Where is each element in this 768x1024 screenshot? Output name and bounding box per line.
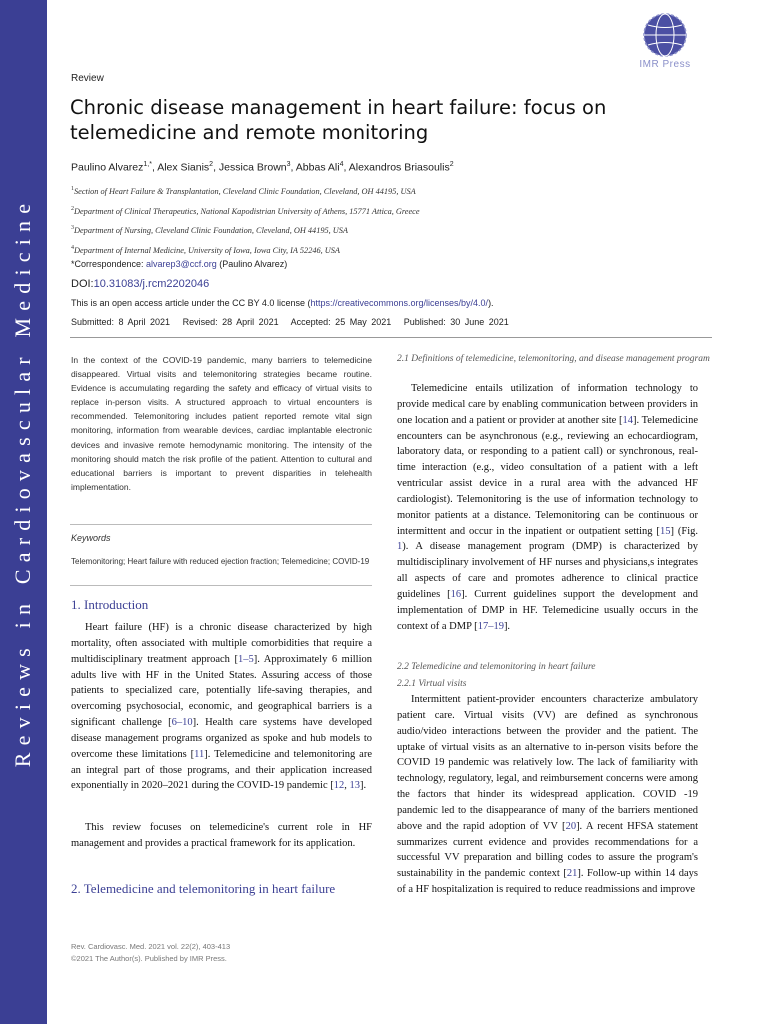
author[interactable]: Abbas Ali: [295, 161, 340, 174]
affiliation-number: 2: [71, 205, 74, 212]
keywords-divider-bottom: [70, 585, 372, 586]
license-text: This is an open access article under the CC BY 4.0 license (: [71, 298, 311, 308]
citation-link[interactable]: 6–10: [171, 717, 193, 729]
citation-link[interactable]: 21: [566, 868, 578, 880]
citation-link[interactable]: 11: [194, 748, 205, 760]
author-affiliation-mark: 3: [286, 161, 291, 168]
text-run: ].: [360, 780, 367, 792]
text-run: ]. Current guidelines support the development and implementation of DMP in HF. Telemedicine usually occurs in the context of a DMP [: [397, 588, 698, 632]
affiliation-text: Department of Nursing, Cleveland Clinic Foundation, Cleveland, OH 44195, USA: [74, 225, 348, 235]
text-run: ].: [503, 620, 511, 632]
citation-link[interactable]: 16: [450, 588, 462, 600]
text-run: ). A disease management program (DMP) is characterized by multidisciplinary involvement of HF nurses and physicians,s integrates all aspects of care and promotes adherence to clinical practice guidelines [: [397, 541, 698, 600]
article-type: Review: [71, 73, 104, 84]
license-text-end: ).: [488, 298, 494, 308]
keywords-heading: Keywords: [71, 533, 111, 543]
citation-link[interactable]: 12: [333, 780, 345, 792]
affiliation-number: 1: [71, 186, 74, 192]
correspondence: [71, 259, 287, 269]
affiliation: [71, 225, 711, 245]
footer-citation: Rev. Cardiovasc. Med. 2021 vol. 22(2), 403-413: [71, 942, 231, 951]
author-affiliation-mark: 2: [449, 161, 454, 168]
publication-dates: [71, 317, 517, 327]
introduction-paragraph-2: This review focuses on telemedicine's current role in HF management and provides a practical framework for its application.: [71, 822, 372, 849]
citation-link[interactable]: 14: [622, 414, 633, 426]
section-2-1-paragraph: [397, 381, 698, 635]
author-affiliation-mark: 4: [339, 161, 344, 168]
citation-link[interactable]: 20: [565, 820, 577, 832]
introduction-paragraph-1: [71, 620, 372, 794]
section-heading-telemedicine: 2. Telemedicine and telemonitoring in heart failure: [71, 881, 336, 896]
date-submitted: Submitted: 8 April 2021: [71, 317, 171, 327]
text-run: Intermittent patient-provider encounters characterize ambulatory patient care. Virtual visits (VV) are defined as synchronous audio/video interactions between the provider and the patient. The uptake of virtual visits as an alternative to in-person visits before the COVID 19 pandemic was relatively low. The lack of familiarity with technology, regulatory, legal, and reimbursement concerns were among the factors that hinder its widespread application. COVID -19 pandemic led to the disappearance of many of the barriers mentioned above and the rapid adoption of VV [: [397, 694, 698, 832]
figure-link[interactable]: 1: [397, 541, 403, 553]
correspondence-name: (Paulino Alvarez): [216, 259, 288, 269]
text-run: ]. Approximately 6 million adults live with HF in the United States. Assuring access of those patients to specialized care, potentially life-saving therapies, and overcoming psychosocial, economic, and geographical barriers is a significant challenge [: [71, 653, 372, 729]
imr-press-globe-icon: [642, 12, 688, 58]
doi-label: DOI:: [71, 278, 94, 290]
author-list: Paulino Alvarez$^{1,*}$, Alex Sianis$^2$, Jessica Brown$^3$, Abbas Ali$^4$, Alexandros Briasoulis$^2$: [71, 161, 454, 174]
header-divider: [70, 337, 712, 338]
affiliation-list: [71, 186, 711, 264]
date-revised: Revised: 28 April 2021: [182, 317, 279, 327]
affiliation: [71, 186, 711, 206]
footer-copyright: ©2021 The Author(s). Published by IMR Press.: [71, 953, 227, 963]
affiliation-number: 4: [71, 244, 74, 251]
journal-side-band: [0, 0, 47, 1024]
page-footer: [71, 941, 230, 964]
affiliation-number: 3: [71, 225, 74, 231]
author[interactable]: Alexandros Briasoulis: [348, 161, 450, 174]
publisher-name: IMR Press: [639, 59, 691, 70]
author-affiliation-mark: 1,*: [143, 161, 152, 168]
text-run: ]. Follow-up within 14 days of a HF hospitalization is required to reduce readmissions and improve: [397, 868, 698, 896]
text-run: ]. A recent HFSA statement summarizes current evidence and provides recommendations for a successful VV preparation and billing codes to assure the program's sustainability in the pandemic context [: [397, 820, 698, 880]
article-title: Chronic disease management in heart failure: focus on telemedicine and remote monitoring: [70, 96, 607, 144]
doi: [71, 278, 209, 290]
doi-link[interactable]: 10.31083/j.rcm2202046: [93, 278, 210, 290]
author[interactable]: Jessica Brown: [218, 161, 287, 174]
citation-link[interactable]: 17–19: [477, 620, 504, 632]
citation-link[interactable]: 13: [349, 780, 360, 792]
citation-link[interactable]: 15: [659, 525, 671, 537]
correspondence-label: *Correspondence:: [71, 259, 147, 269]
text-run: ] (Fig.: [670, 525, 699, 537]
keywords-divider-top: [70, 524, 372, 525]
keywords-list: Telemonitoring; Heart failure with reduced ejection fraction; Telemedicine; COVID-19: [71, 557, 370, 566]
license-statement: [71, 298, 494, 308]
abstract: In the context of the COVID-19 pandemic, many barriers to telemedicine disappeared. Virtual visits and telemonitoring strategies became routine. Evidence is accumulating regarding the safety and efficacy of virtual visits to replace in-person visits. A structured approach to virtual encounters is recommended. Telemonitoring includes patient reported remote vital sign monitoring, information from wearable devices, cardiac implantable electronic devices and invasive remote hemodynamic monitoring. The intensity of the monitoring should match the risk profile of the patient. Attention to cultural and educational barriers is important to prevent disparities in telehealth implementation.: [71, 355, 372, 492]
subsection-heading-2-2: 2.2 Telemedicine and telemonitoring in heart failure: [397, 662, 596, 672]
date-published: Published: 30 June 2021: [403, 317, 509, 327]
citation-link[interactable]: 1–5: [237, 653, 254, 665]
text-run: ]. Telemedicine and telemonitoring are an integral part of those programs, and their application increased exponentially in 2020–2021 during the COVID-19 pandemic [: [71, 748, 372, 792]
license-link[interactable]: https://creativecommons.org/licenses/by/4.0/: [310, 298, 489, 308]
text-run: Telemedicine entails utilization of information technology to provide medical care by enabling communication between providers in one location and a patient or provider at another site [: [397, 383, 698, 426]
affiliation-text: Department of Internal Medicine, University of Iowa, Iowa City, IA 52246, USA: [74, 245, 340, 255]
author-affiliation-mark: 2: [209, 161, 214, 168]
correspondence-email-link[interactable]: alvarep3@ccf.org: [146, 259, 217, 269]
text-run: ]. Health care systems have developed disease management programs organized as spoke and hub models to overcome these limitations [: [71, 717, 373, 760]
section-2-2-1-paragraph: [397, 692, 698, 898]
affiliation-text: Department of Clinical Therapeutics, National Kapodistrian University of Athens, 15771 Attica, Greece: [74, 206, 420, 216]
text-run: Heart failure (HF) is a chronic disease characterized by high mortality, often associated with multiple comorbidities that require a multidisciplinary treatment approach [: [71, 622, 372, 665]
author[interactable]: Alex Sianis: [157, 161, 210, 174]
author[interactable]: Paulino Alvarez: [71, 161, 144, 174]
affiliation: [71, 206, 711, 226]
imr-press-logo: [620, 12, 710, 72]
section-heading-introduction: 1. Introduction: [71, 597, 149, 612]
text-run: ,: [344, 780, 350, 792]
journal-name: Reviews in Cardiovascular Medicine: [10, 196, 35, 768]
subsection-heading-2-2-1: 2.2.1 Virtual visits: [397, 679, 467, 689]
subsection-heading-2-1: 2.1 Definitions of telemedicine, telemonitoring, and disease management program: [397, 354, 710, 364]
affiliation-text: Section of Heart Failure & Transplantation, Cleveland Clinic Foundation, Cleveland, OH 44195, USA: [74, 186, 416, 196]
text-run: ]. Telemedicine encounters can be asynchronous (e.g., reviewing an echocardiogram, laboratory data, or responding to a patient call) or synchronous, real-time interaction (e.g., video consultation of a patient with a left ventricular assist device in a rural area with the advanced HF cardiologist). Telemonitoring is the use of information technology to monitor patients at a distance. Telemonitoring can be continuous or intermittent and occur in the inpatient or outpatient setting [: [397, 414, 698, 537]
date-accepted: Accepted: 25 May 2021: [290, 317, 392, 327]
